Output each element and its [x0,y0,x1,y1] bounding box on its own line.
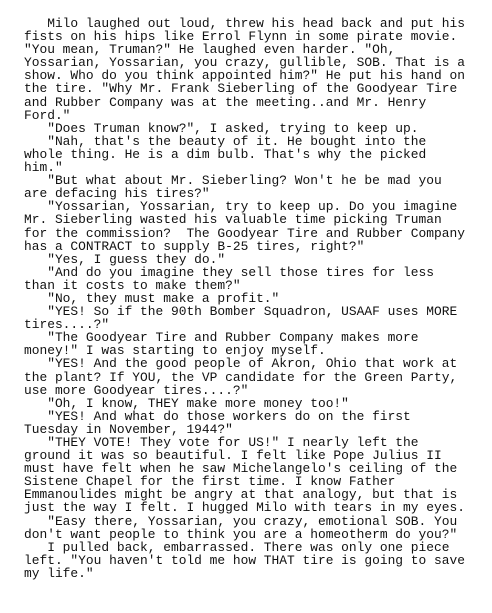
text-line: "THEY VOTE! They vote for US!" I nearly left the [24,435,419,450]
text-line: must have felt when he saw Michelangelo's ceiling of the [24,461,458,477]
text-line: use more Goodyear tires....?" [24,382,249,398]
text-line: money!" I was starting to enjoy myself. [24,343,326,359]
text-line: are defacing his tires?" [24,186,210,202]
text-line: my life." [24,565,94,581]
text-line: whole thing. He is a dim bulb. That's why the picked [24,146,427,162]
text-line: "YES! So if the 90th Bomber Squadron, USAAF uses MORE [24,304,458,320]
text-line: "Yes, I guess they do." [24,251,226,267]
text-line: Emmanoulides might be angry at that analogy, but that is [24,487,458,503]
text-line: "Oh, I know, THEY make more money too!" [24,395,349,411]
text-line: "And do you imagine they sell those tires for less [24,264,434,280]
text-line: and Rubber Company was at the meeting..and Mr. Henry [24,94,427,110]
text-line: Milo laughed out loud, threw his head back and put his [24,16,465,31]
text-line: for the commission? The Goodyear Tire and Rubber Company [24,225,465,241]
text-line: "YES! And the good people of Akron, Ohio that work at [24,356,458,372]
text-line: just the way I felt. I hugged Milo with tears in my eyes. [24,500,465,516]
text-line: the plant? If YOU, the VP candidate for the Green Party, [24,369,458,385]
document-page [24,17,492,580]
text-line: "No, they must make a profit." [24,290,280,306]
text-line: I pulled back, embarrassed. There was only one piece [24,539,450,555]
text-line: has a CONTRACT to supply B-25 tires, right?" [24,238,365,254]
text-line: fists on his hips like Errol Flynn in some pirate movie. [24,29,458,45]
text-line: "YES! And what do those workers do on the first [24,408,411,424]
text-line: Mr. Sieberling wasted his valuable time picking Truman [24,212,442,228]
text-line: "You mean, Truman?" He laughed even harder. "Oh, [24,42,396,58]
text-line: Tuesday in November, 1944?" [24,421,233,437]
text-line: Yossarian, Yossarian, you crazy, gullible, SOB. That is a [24,55,465,71]
text-line: "The Goodyear Tire and Rubber Company makes more [24,330,419,346]
text-line: Sistene Chapel for the first time. I know Father [24,474,396,490]
text-line: "Yossarian, Yossarian, try to keep up. Do you imagine [24,199,458,215]
text-line: don't want people to think you are a homeotherm do you?" [24,526,458,542]
text-line: "But what about Mr. Sieberling? Won't he be mad you [24,173,442,189]
text-line: left. "You haven't told me how THAT tire is going to save [24,552,465,568]
text-line: him." [24,160,63,176]
text-line: tires....?" [24,317,110,333]
text-line: ground it was so beautiful. I felt like Pope Julius II [24,448,442,464]
text-line: "Does Truman know?", I asked, trying to keep up. [24,120,419,136]
text-line: show. Who do you think appointed him?" He put his hand on [24,68,465,84]
text-line: "Easy there, Yossarian, you crazy, emotional SOB. You [24,513,458,529]
text-line: the tire. "Why Mr. Frank Sieberling of the Goodyear Tire [24,81,458,97]
text-line: than it costs to make them?" [24,277,241,293]
text-line: Ford." [24,107,71,123]
text-line: "Nah, that's the beauty of it. He bought into the [24,133,427,149]
